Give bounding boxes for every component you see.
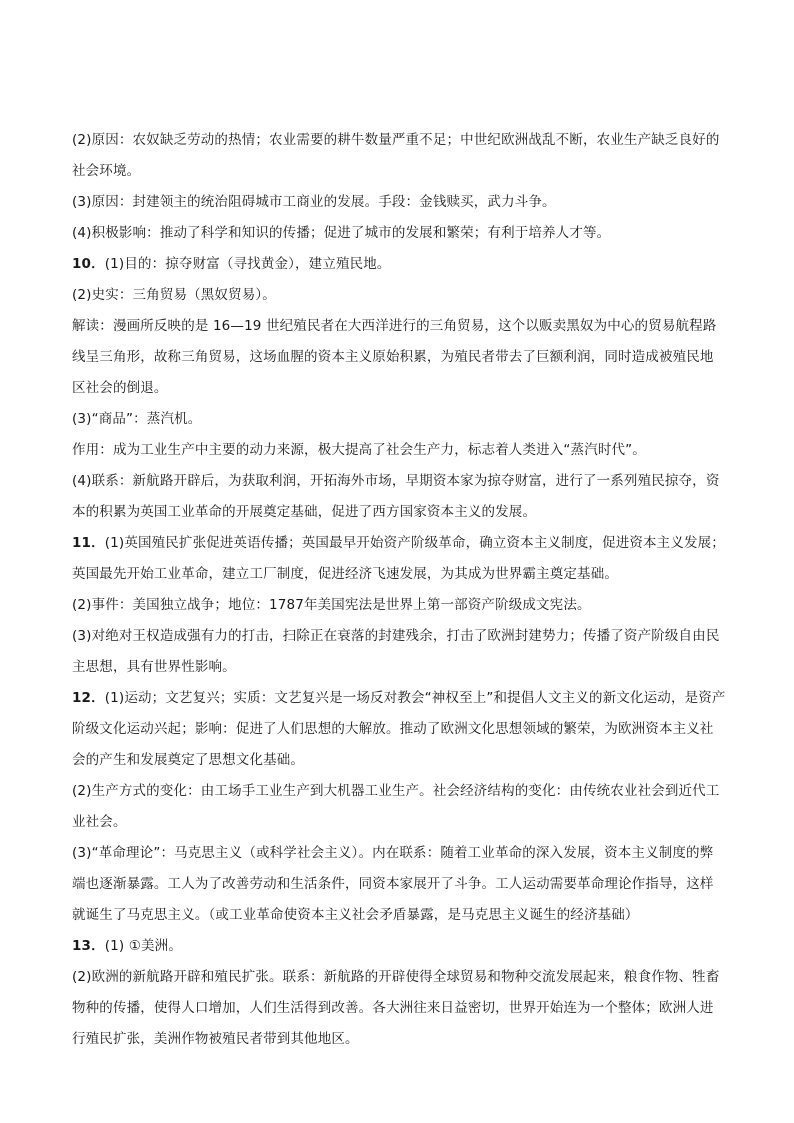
line-text: 解读：漫画所反映的是 16—19 世纪殖民者在大西洋进行的三角贸易，这个以贩卖黑奴为中心的贸易航程路线呈三角形，故称三角贸易，这场血腥的资本主义原始积累，为殖民者带去了巨额利润，同时造成被殖民地区社会的倒退。 xyxy=(72,318,717,396)
question-number: 11． xyxy=(72,535,105,551)
answer-content xyxy=(72,125,726,1055)
answer-10-2 xyxy=(72,280,726,311)
line-text: (1)英国殖民扩张促进英语传播；英国最早开始资产阶级革命，确立资本主义制度，促进资本主义发展；英国最先开始工业革命，建立工厂制度，促进经济飞速发展，为其成为世界霸主奠定基础。 xyxy=(72,535,725,582)
line-text: (3)原因：封建领主的统治阻碍城市工商业的发展。手段：金钱赎买，武力斗争。 xyxy=(72,194,556,210)
answer-10-3 xyxy=(72,404,726,435)
question-number: 10． xyxy=(72,256,105,272)
question-number: 13． xyxy=(72,938,105,954)
answer-10-4 xyxy=(72,466,726,528)
line-text: (2)事件：美国独立战争；地位：1787年美国宪法是世界上第一部资产阶级成文宪法。 xyxy=(72,597,591,613)
answer-12-1 xyxy=(72,683,726,776)
answer-9-4 xyxy=(72,218,726,249)
line-text: (1) ①美洲。 xyxy=(104,938,182,954)
answer-13-1 xyxy=(72,931,726,962)
answer-10-2-explanation xyxy=(72,311,726,404)
answer-11-2 xyxy=(72,590,726,621)
line-text: (4)积极影响：推动了科学和知识的传播；促进了城市的发展和繁荣；有利于培养人才等。 xyxy=(72,225,611,241)
line-text: (4)联系：新航路开辟后，为获取利润，开拓海外市场，早期资本家为掠夺财富，进行了一系列殖民掠夺，资本的积累为英国工业革命的开展奠定基础，促进了西方国家资本主义的发展。 xyxy=(72,473,720,520)
line-text: (2)史实：三角贸易（黑奴贸易）。 xyxy=(72,287,276,303)
answer-10-3-effect xyxy=(72,435,726,466)
answer-12-3 xyxy=(72,838,726,931)
answer-11-3 xyxy=(72,621,726,683)
line-text: (2)生产方式的变化：由工场手工业生产到大机器工业生产。社会经济结构的变化：由传统农业社会到近代工业社会。 xyxy=(72,783,720,830)
line-text: 作用：成为工业生产中主要的动力来源，极大提高了社会生产力，标志着人类进入“蒸汽时代”。 xyxy=(72,442,646,458)
answer-9-3 xyxy=(72,187,726,218)
answer-11-1 xyxy=(72,528,726,590)
line-text: (3)对绝对王权造成强有力的打击，扫除正在衰落的封建残余，打击了欧洲封建势力；传播了资产阶级自由民主思想，具有世界性影响。 xyxy=(72,628,720,675)
line-text: (1)目的：掠夺财富（寻找黄金），建立殖民地。 xyxy=(104,256,391,272)
answer-10-1 xyxy=(72,249,726,280)
answer-12-2 xyxy=(72,776,726,838)
answer-9-2 xyxy=(72,125,726,187)
line-text: (1)运动；文艺复兴；实质：文艺复兴是一场反对教会“神权至上”和提倡人文主义的新文化运动，是资产阶级文化运动兴起；影响：促进了人们思想的大解放。推动了欧洲文化思想领域的繁荣，为欧洲资本主义社会的产生和发展奠定了思想文化基础。 xyxy=(72,690,726,768)
answer-13-2 xyxy=(72,962,726,1055)
line-text: (3)“革命理论”：马克思主义（或科学社会主义）。内在联系：随着工业革命的深入发展，资本主义制度的弊端也逐渐暴露。工人为了改善劳动和生活条件，同资本家展开了斗争。工人运动需要革命理论作指导，这样就诞生了马克思主义。（或工业革命使资本主义社会矛盾暴露，是马克思主义诞生的经济基础） xyxy=(72,845,714,923)
line-text: (3)“商品”：蒸汽机。 xyxy=(72,411,202,427)
line-text: (2)欧洲的新航路开辟和殖民扩张。联系：新航路的开辟使得全球贸易和物种交流发展起来，粮食作物、牲畜物种的传播，使得人口增加，人们生活得到改善。各大洲往来日益密切，世界开始连为一个整体；欧洲人进行殖民扩张，美洲作物被殖民者带到其他地区。 xyxy=(72,969,720,1047)
line-text: (2)原因：农奴缺乏劳动的热情；农业需要的耕牛数量严重不足；中世纪欧洲战乱不断，农业生产缺乏良好的社会环境。 xyxy=(72,132,720,179)
question-number: 12． xyxy=(72,690,105,706)
